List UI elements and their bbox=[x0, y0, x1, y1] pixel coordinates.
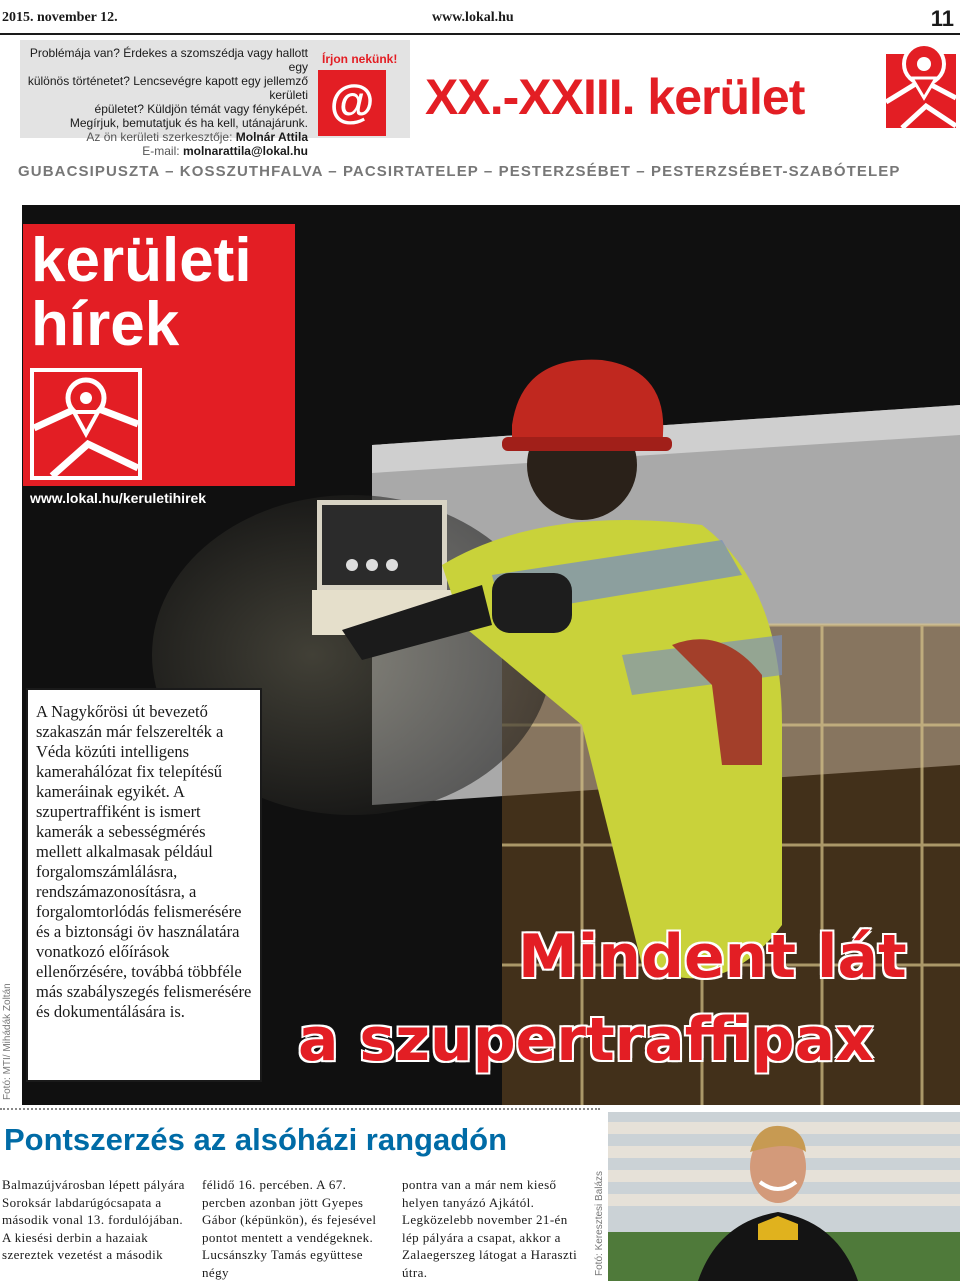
email-line bbox=[20, 144, 308, 158]
editor-line bbox=[20, 130, 308, 144]
section-divider bbox=[0, 1108, 600, 1110]
map-pin-logo-icon bbox=[882, 40, 960, 132]
header-rule bbox=[0, 33, 960, 35]
page-number: 11 bbox=[930, 6, 954, 31]
photo-credit: Fotó: MTI/ Mihádák Zoltán bbox=[2, 983, 13, 1100]
website-label: www.lokal.hu bbox=[432, 10, 514, 25]
article-column-2: félidő 16. percében. A 67. percben azonban jött Gyepes Gábor (képünkön), és fejesével pontot mentett a vendégeknek. Lucsánszky Tamás együttese négy bbox=[202, 1177, 377, 1280]
contact-text bbox=[20, 46, 308, 158]
news-title-line2: hírek bbox=[31, 290, 180, 359]
editor-prefix: Az ön kerületi szerkesztője: bbox=[86, 130, 233, 144]
news-url-link[interactable]: www.lokal.hu/keruletihirek bbox=[30, 490, 207, 506]
headline-line2: a szupertraffipax bbox=[298, 1005, 874, 1075]
issue-date: 2015. november 12. bbox=[2, 10, 118, 25]
photo-caption: A Nagykőrösi út bevezető szakaszán már felszerelték a Véda közúti intelligens kamerahálózat fix telepítésű kameráinak egyikét. A szupertraffiként is ismert kamerák a sebességmérés mellett alkalmasak például forgalomszámlálásra, rendszámazonosításra, a forgalomtorlódás felismerésére és a biztonsági öv használatára vonatkozó előírások ellenőrzésére, továbbá többféle más szabályszegés felismerésére és dokumentálására is. bbox=[26, 688, 262, 1082]
player-photo-credit: Fotó: Keresztesi Balázs bbox=[594, 1170, 605, 1276]
article-column-3: pontra van a már nem kieső helyen tanyázó Ajkától. Legközelebb november 21-én lép pályára a csapat, akkor a Zalaegerszeg látogat a Haraszti útra. bbox=[402, 1177, 578, 1280]
headline-line1: Mindent lát bbox=[518, 922, 907, 992]
player-illustration bbox=[608, 1112, 960, 1281]
contact-line: különös történetet? Lencsevégre kapott egy jellemző kerületi bbox=[27, 74, 308, 102]
editor-name: Molnár Attila bbox=[235, 130, 308, 144]
map-pin-icon bbox=[30, 368, 142, 480]
email-link[interactable]: molnarattila@lokal.hu bbox=[182, 144, 308, 158]
page-header bbox=[0, 0, 960, 40]
contact-line: Megírjuk, bemutatjuk és ha kell, utánajárunk. bbox=[69, 116, 308, 130]
player-photo bbox=[608, 1112, 960, 1281]
at-icon[interactable]: @ bbox=[318, 70, 386, 136]
news-title-line1: kerületi bbox=[31, 226, 252, 295]
article-column-1: Balmazújvárosban lépett pályára Soroksár labdarúgócsapata a második vonal 13. fordulójában. A kiesési derbin a hazaiak szereztek vezetést a második bbox=[2, 1177, 185, 1262]
district-title: XX.-XXIII. kerület bbox=[425, 69, 805, 125]
subdistrict-list: GUBACSIPUSZTA – KOSSZUTHFALVA – PACSIRTATELEP – PESTERZSÉBET – PESTERZSÉBET-SZABÓTELEP bbox=[18, 163, 901, 180]
email-prefix: E-mail: bbox=[142, 144, 180, 158]
contact-line: Problémája van? Érdekes a szomszédja vagy hallott egy bbox=[29, 46, 308, 74]
article-title: Pontszerzés az alsóházi rangadón bbox=[4, 1122, 508, 1157]
write-us-label: Írjon nekünk! bbox=[322, 52, 398, 66]
contact-line: épületet? Küldjön témát vagy fényképét. bbox=[94, 102, 308, 116]
